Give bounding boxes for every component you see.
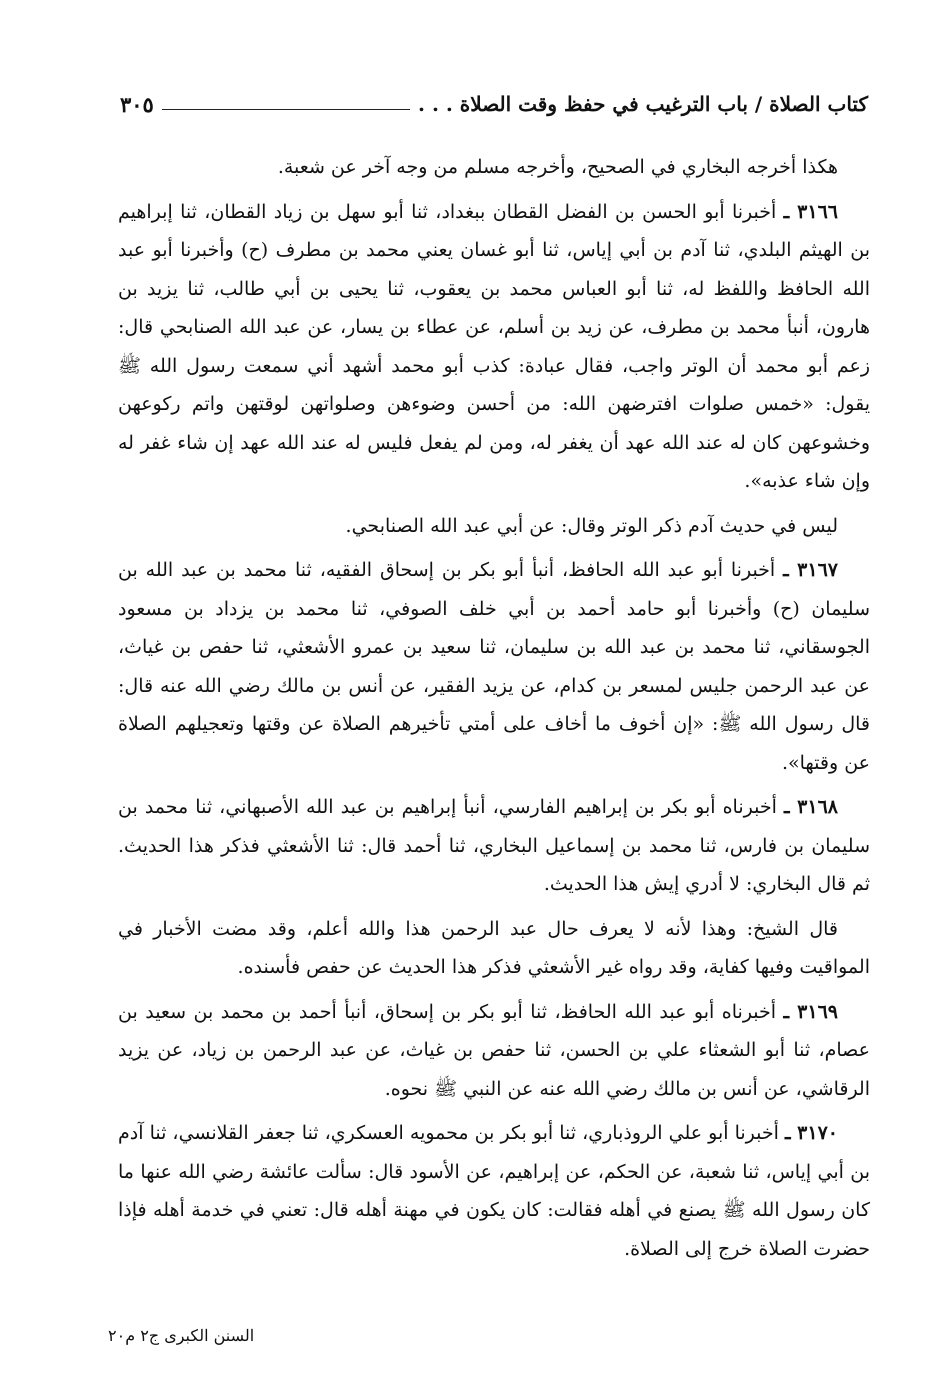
paragraph-shaykh-comment (118, 910, 870, 987)
paragraph-text: هكذا أخرجه البخاري في الصحيح، وأخرجه مسلم من وجه آخر عن شعبة. (277, 156, 838, 178)
chapter-title: كتاب الصلاة / باب الترغيب في حفظ وقت الصلاة . . . (418, 92, 868, 116)
paragraph-note (118, 507, 870, 546)
hadith-3170 (118, 1114, 870, 1268)
running-header (120, 86, 868, 122)
hadith-number: ٣١٦٨ ـ (783, 796, 838, 818)
hadith-number: ٣١٦٩ ـ (783, 1000, 838, 1023)
hadith-text: أخبرنا أبو الحسن بن الفضل القطان ببغداد، ثنا أبو سهل بن زياد القطان، ثنا إبراهيم بن الهيثم البلدي، ثنا آدم بن أبي إياس، ثنا أبو غسان يعني محمد بن مطرف (ح) وأخبرنا أبو عبد الله الحافظ واللفظ له، ثنا أبو العباس محمد بن يعقوب، ثنا يحيى بن أبي طالب، ثنا يزيد بن هارون، أنبأ محمد بن مطرف، عن زيد بن أسلم، عن عطاء بن يسار، عن عبد الله الصنابحي قال: زعم أبو محمد أن الوتر واجب، فقال عبادة: كذب أبو محمد أشهد أني سمعت رسول الله ﷺ يقول: «خمس صلوات افترضهن الله: من أحسن وضوءهن وصلواتهن لوقتهن واتم ركوعهن وخشوعهن كان له عند الله عهد أن يغفر له، ومن لم يفعل فليس له عند الله عهد إن شاء غفر له وإن شاء عذبه». (118, 200, 870, 492)
hadith-number: ٣١٦٧ ـ (783, 559, 838, 581)
paragraph-text: قال الشيخ: وهذا لأنه لا يعرف حال عبد الرحمن هذا والله أعلم، وقد مضت الأخبار في المواقيت وفيها كفاية، وقد رواه غير الأشعثي فذكر هذا الحديث عن حفص فأسنده. (118, 917, 870, 978)
page-number: ٣٠٥ (120, 91, 154, 117)
hadith-3167 (118, 551, 870, 782)
hadith-3166 (118, 193, 870, 501)
hadith-number: ٣١٦٦ ـ (783, 200, 838, 223)
hadith-text: أخبرناه أبو بكر بن إبراهيم الفارسي، أنبأ إبراهيم بن عبد الله الأصبهاني، ثنا محمد بن سليمان بن فارس، ثنا محمد بن إسماعيل البخاري، ثنا أحمد قال: ثنا الأشعثي فذكر هذا الحديث. ثم قال البخاري: لا أدري إيش هذا الحديث. (118, 796, 870, 895)
paragraph-text: ليس في حديث آدم ذكر الوتر وقال: عن أبي عبد الله الصنابحي. (345, 514, 838, 537)
hadith-text: أخبرناه أبو عبد الله الحافظ، ثنا أبو بكر بن إسحاق، أنبأ أحمد بن محمد بن سعيد بن عصام، ثنا أبو الشعثاء علي بن الحسن، ثنا حفص بن غياث، عن عبد الرحمن بن زياد، عن يزيد الرقاشي، عن أنس بن مالك رضي الله عنه عن النبي ﷺ نحوه. (118, 1000, 870, 1100)
main-text (118, 148, 870, 1274)
hadith-3169 (118, 993, 870, 1109)
header-rule (162, 109, 410, 110)
hadith-text: أخبرنا أبو علي الروذباري، ثنا أبو بكر بن محمويه العسكري، ثنا جعفر القلانسي، ثنا آدم بن أبي إياس، ثنا شعبة، عن الحكم، عن إبراهيم، عن الأسود قال: سألت عائشة رضي الله عنها ما كان رسول الله ﷺ يصنع في أهله فقالت: كان يكون في مهنة أهله قال: تعني في خدمة أهله فإذا حضرت الصلاة خرج إلى الصلاة. (118, 1122, 870, 1260)
hadith-number: ٣١٧٠ ـ (784, 1122, 838, 1144)
hadith-3168 (118, 788, 870, 904)
signature-mark: السنن الكبرى ج٢ م٢٠ (108, 1326, 255, 1345)
paragraph-note (118, 148, 870, 187)
hadith-text: أخبرنا أبو عبد الله الحافظ، أنبأ أبو بكر بن إسحاق الفقيه، ثنا محمد بن عبد الله بن سليمان (ح) وأخبرنا أبو حامد أحمد بن أبي خلف الصوفي، ثنا محمد بن يزداد بن مسعود الجوسقاني، ثنا محمد بن عبد الله بن سليمان، ثنا سعيد بن عمرو الأشعثي، ثنا حفص بن غياث، عن عبد الرحمن جليس لمسعر بن كدام، عن يزيد الفقير، عن أنس بن مالك رضي الله عنه قال: قال رسول الله ﷺ: «إن أخوف ما أخاف على أمتي تأخيرهم الصلاة عن وقتها وتعجيلهم الصلاة عن وقتها». (118, 559, 870, 774)
